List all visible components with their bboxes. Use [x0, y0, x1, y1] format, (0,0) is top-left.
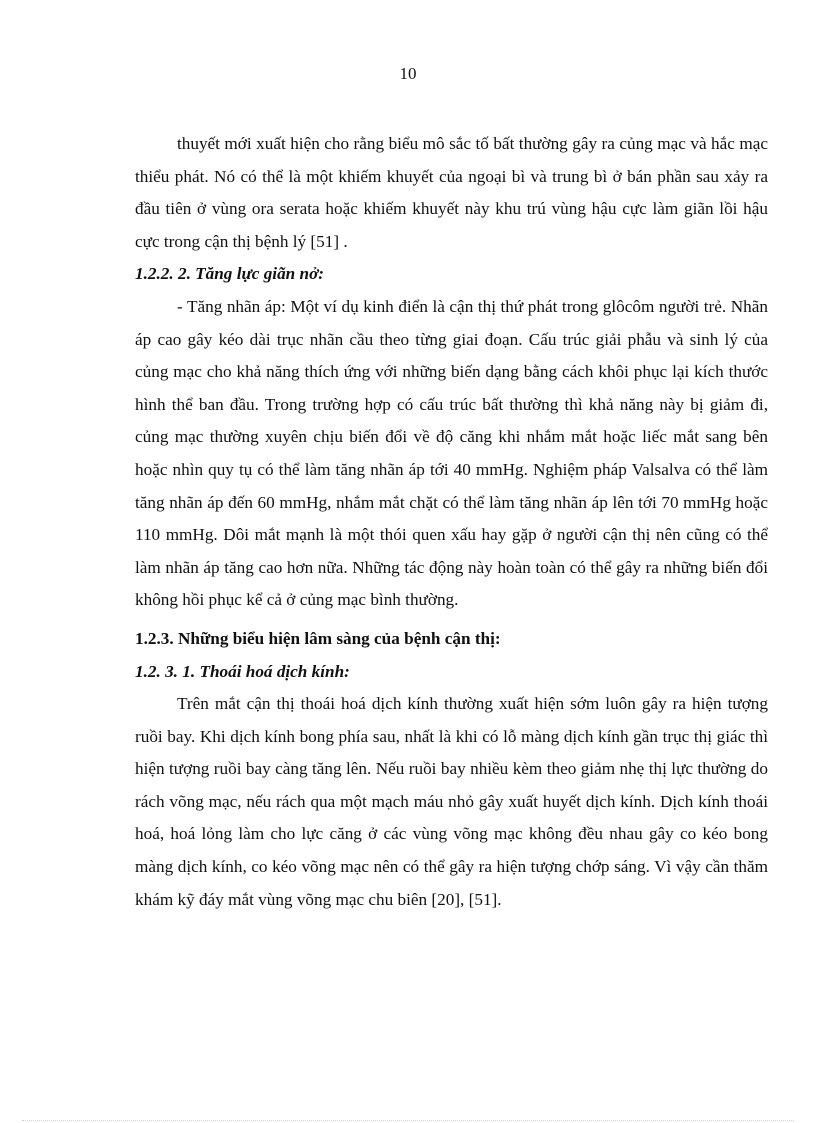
paragraph-vitreous-degeneration: Trên mắt cận thị thoái hoá dịch kính thường xuất hiện sớm luôn gây ra hiện tượng ruồi bay. Khi dịch kính bong phía sau, nhất là khi có lỗ màng dịch kính gần trục thị giác thì hiện tượng ruồi bay càng tăng lên. Nếu ruồi bay nhiều kèm theo giảm nhẹ thị lực thường do rách võng mạc, nếu rách qua một mạch máu nhỏ gây xuất huyết dịch kính. Dịch kính thoái hoá, hoá lỏng làm cho lực căng ở các vùng võng mạc không đều nhau gây co kéo bong màng dịch kính, co kéo võng mạc nên có thể gây ra hiện tượng chớp sáng. Vì vậy cần thăm khám kỹ đáy mắt vùng võng mạc chu biên [20], [51]. — [135, 694, 768, 909]
document-body — [135, 128, 768, 916]
paragraph-myopia-theory: thuyết mới xuất hiện cho rằng biểu mô sắc tố bất thường gây ra củng mạc và hắc mạc thiểu phát. Nó có thể là một khiếm khuyết của ngoại bì và trung bì ở bán phần sau xảy ra đầu tiên ở vùng ora serata hoặc khiếm khuyết này khu trú vùng hậu cực làm giãn lồi hậu cực trong cận thị bệnh lý [51] . — [135, 134, 768, 251]
heading-1-2-2-2: 1.2.2. 2. Tăng lực giãn nở: — [135, 264, 325, 284]
page-number: 10 — [399, 64, 417, 83]
heading-1-2-3: 1.2.3. Những biểu hiện lâm sàng của bệnh cận thị: — [135, 628, 501, 648]
page-bottom-divider — [22, 1120, 794, 1121]
paragraph-intraocular-pressure: - Tăng nhãn áp: Một ví dụ kinh điển là cận thị thứ phát trong glôcôm người trẻ. Nhãn áp cao gây kéo dài trục nhãn cầu theo từng giai đoạn. Cấu trúc giải phẫu và sinh lý của củng mạc cho khả năng thích ứng với những biến dạng bằng cách khôi phục lại kích thước hình thể ban đầu. Trong trường hợp có cấu trúc bất thường thì khả năng này bị giảm đi, củng mạc thường xuyên chịu biến đổi về độ căng khi nhắm mắt hoặc liếc mắt sang bên hoặc nhìn quy tụ có thể làm tăng nhãn áp tới 40 mmHg. Nghiệm pháp Valsalva có thể làm tăng nhãn áp đến 60 mmHg, nhắm mắt chặt có thể làm tăng nhãn áp lên tới 70 mmHg hoặc 110 mmHg. Dôi mắt mạnh là một thói quen xấu hay gặp ở người cận thị nên cũng có thể làm nhãn áp tăng cao hơn nữa. Những tác động này hoàn toàn có thể gây ra những biến đổi không hồi phục kể cả ở củng mạc bình thường. — [135, 296, 768, 610]
heading-1-2-3-1: 1.2. 3. 1. Thoái hoá dịch kính: — [135, 661, 350, 681]
